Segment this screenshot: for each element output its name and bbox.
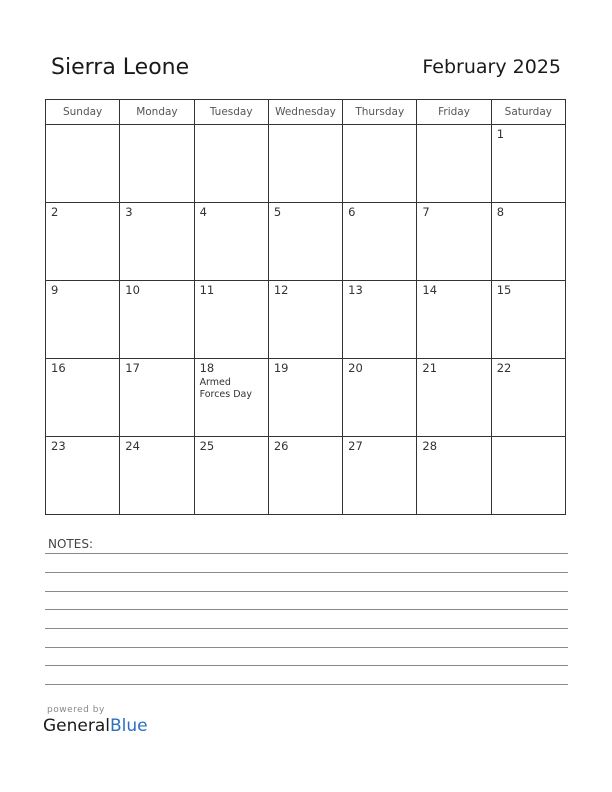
holiday-label: Armed Forces Day (199, 377, 252, 400)
note-line (45, 684, 568, 685)
note-line (45, 553, 568, 554)
week-row (46, 359, 566, 437)
day-cell (194, 281, 268, 359)
month-year-title: February 2025 (422, 56, 561, 78)
day-number: 22 (496, 361, 512, 375)
day-number: 14 (422, 283, 438, 297)
day-cell (194, 125, 268, 203)
day-cell (268, 437, 342, 515)
day-number: 8 (496, 205, 505, 219)
day-cell (120, 125, 194, 203)
day-cell (268, 203, 342, 281)
day-number: 11 (199, 283, 215, 297)
day-number: 20 (348, 361, 363, 375)
day-cell (46, 203, 120, 281)
week-row (46, 203, 566, 281)
day-cell (120, 203, 194, 281)
day-cell (46, 437, 120, 515)
day-cell (343, 437, 417, 515)
notes-label: NOTES: (48, 537, 93, 551)
weekday-header: Wednesday (268, 100, 342, 125)
generalblue-logo (43, 716, 148, 736)
day-cell (120, 281, 194, 359)
day-number: 13 (348, 283, 363, 297)
country-title: Sierra Leone (51, 55, 190, 80)
day-cell (194, 359, 268, 437)
day-cell (343, 125, 417, 203)
day-cell (343, 359, 417, 437)
weekday-header: Sunday (46, 100, 120, 125)
day-number: 15 (496, 283, 512, 297)
weekday-header: Friday (417, 100, 491, 125)
day-cell (491, 359, 565, 437)
day-cell (120, 359, 194, 437)
day-number: 7 (422, 205, 430, 219)
day-cell (194, 437, 268, 515)
day-cell (46, 125, 120, 203)
day-cell (491, 125, 565, 203)
day-number: 23 (51, 439, 66, 453)
day-cell (417, 281, 491, 359)
day-number: 21 (422, 361, 438, 375)
day-number: 6 (348, 205, 356, 219)
note-line (45, 609, 568, 610)
note-line (45, 572, 568, 573)
day-cell (417, 437, 491, 515)
day-number: 17 (125, 361, 140, 375)
calendar-grid (45, 99, 566, 515)
day-number: 25 (199, 439, 215, 453)
weekday-header: Thursday (343, 100, 417, 125)
day-number: 2 (51, 205, 59, 219)
powered-by-text: powered by (47, 705, 105, 715)
note-line (45, 647, 568, 648)
weekday-header: Monday (120, 100, 194, 125)
day-cell (120, 437, 194, 515)
day-number: 26 (273, 439, 289, 453)
day-number: 19 (273, 361, 289, 375)
day-number: 18 (199, 361, 215, 375)
week-row (46, 281, 566, 359)
day-number: 9 (51, 283, 59, 297)
day-number: 4 (199, 205, 207, 219)
week-row (46, 437, 566, 515)
day-cell (194, 203, 268, 281)
day-number: 28 (422, 439, 438, 453)
day-cell (417, 359, 491, 437)
day-cell (417, 125, 491, 203)
day-cell (491, 203, 565, 281)
day-number: 1 (496, 127, 505, 141)
day-cell (46, 281, 120, 359)
note-line (45, 591, 568, 592)
weekday-header: Tuesday (194, 100, 268, 125)
day-cell (46, 359, 120, 437)
day-number: 16 (51, 361, 66, 375)
day-cell (491, 281, 565, 359)
day-number: 12 (273, 283, 289, 297)
weekday-header-row (46, 100, 566, 125)
day-cell (491, 437, 565, 515)
day-cell (268, 359, 342, 437)
day-cell (268, 281, 342, 359)
note-line (45, 628, 568, 629)
weekday-header: Saturday (491, 100, 565, 125)
day-cell (343, 281, 417, 359)
note-line (45, 665, 568, 666)
day-number: 24 (125, 439, 140, 453)
brand-general: General (43, 716, 110, 736)
day-cell (343, 203, 417, 281)
day-number: 10 (125, 283, 140, 297)
day-number: 5 (273, 205, 282, 219)
brand-blue: Blue (110, 716, 148, 736)
day-number: 3 (125, 205, 133, 219)
week-row (46, 125, 566, 203)
day-cell (268, 125, 342, 203)
day-number: 27 (348, 439, 363, 453)
day-cell (417, 203, 491, 281)
